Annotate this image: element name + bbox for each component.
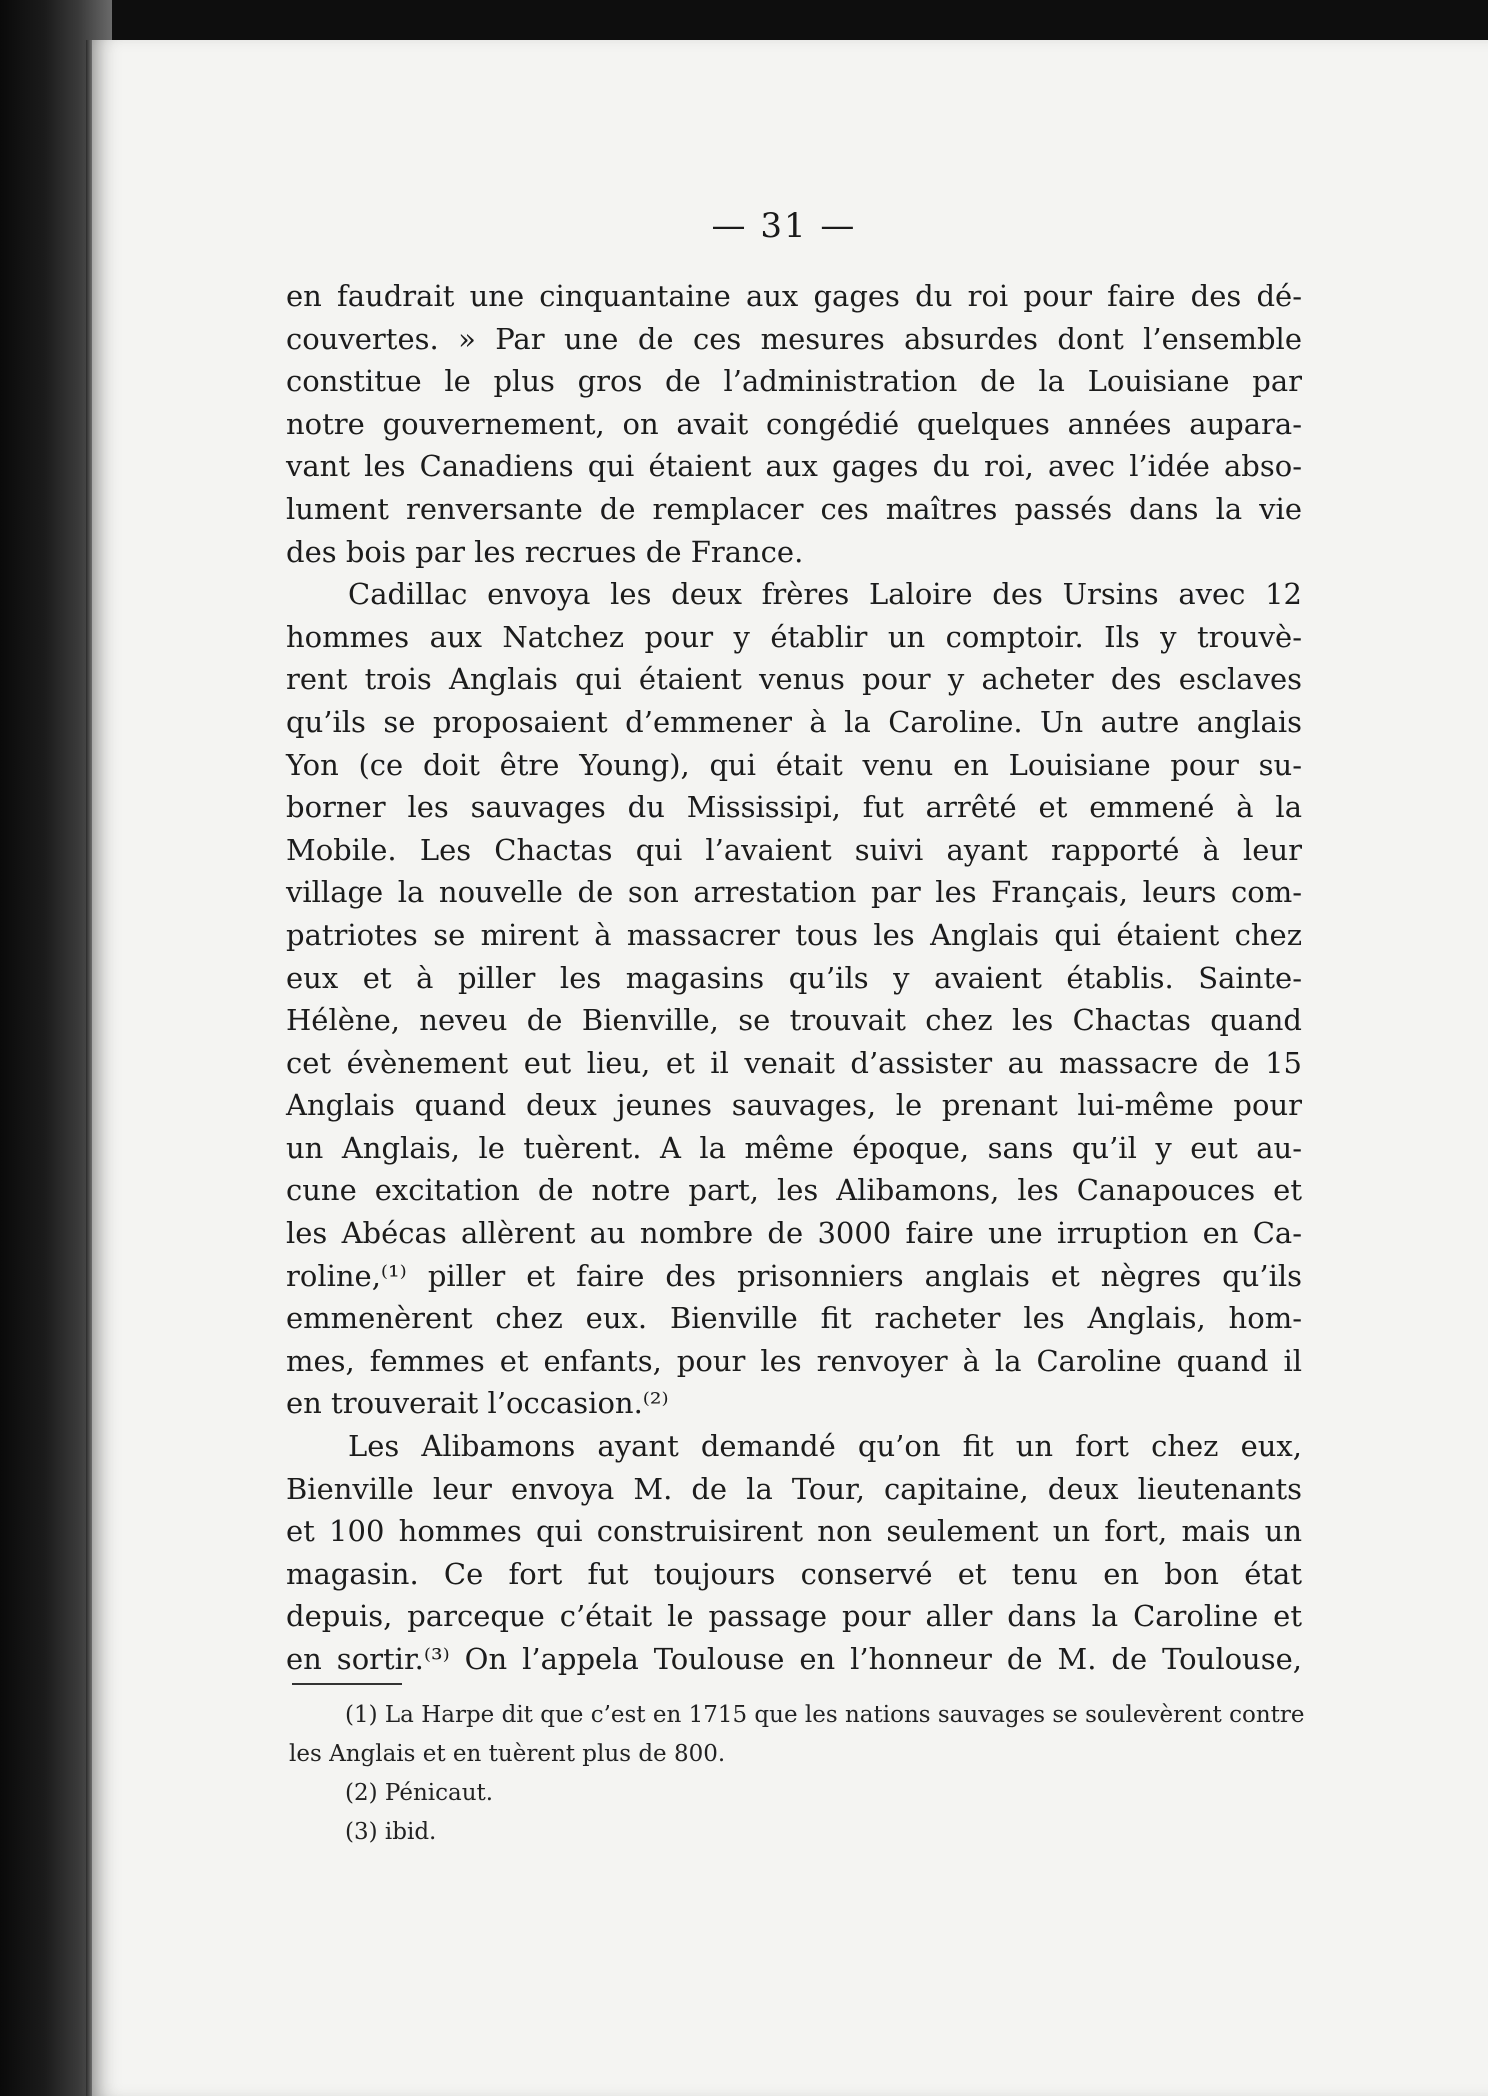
text-line: mes, femmes et enfants, pour les renvoyer à la Caroline quand il (286, 1343, 1302, 1378)
text-line: des bois par les recrues de France. (286, 534, 804, 569)
footnote-line: (1) La Harpe dit que c’est en 1715 que les nations sauvages se soulevèrent contre (345, 1702, 1305, 1728)
text-line: magasin. Ce fort fut toujours conservé et tenu en bon état (286, 1556, 1302, 1591)
text-line: depuis, parceque c’était le passage pour aller dans la Caroline et (286, 1599, 1302, 1634)
text-line: roline,⁽¹⁾ piller et faire des prisonniers anglais et nègres qu’ils (286, 1258, 1302, 1293)
text-line: vant les Canadiens qui étaient aux gages du roi, avec l’idée abso- (286, 449, 1302, 484)
text-line: patriotes se mirent à massacrer tous les Anglais qui étaient chez (286, 917, 1302, 952)
text-line: Bienville leur envoya M. de la Tour, capitaine, deux lieutenants (286, 1471, 1302, 1506)
text-line: Yon (ce doit être Young), qui était venu en Louisiane pour su- (286, 747, 1302, 782)
text-line: hommes aux Natchez pour y établir un comptoir. Ils y trouvè- (286, 619, 1302, 654)
footnote-line: (2) Pénicaut. (345, 1780, 494, 1806)
text-line: emmenèrent chez eux. Bienville fit racheter les Anglais, hom- (286, 1301, 1302, 1336)
footnotes (289, 1696, 1305, 1852)
text-line: cet évènement eut lieu, et il venait d’assister au massacre de 15 (286, 1045, 1302, 1080)
text-line: en faudrait une cinquantaine aux gages du roi pour faire des dé- (286, 279, 1302, 313)
text-line: Hélène, neveu de Bienville, se trouvait chez les Chactas quand (286, 1003, 1302, 1038)
text-line: village la nouvelle de son arrestation par les Français, leurs com- (286, 875, 1302, 910)
text-line: Les Alibamons ayant demandé qu’on fit un fort chez eux, (348, 1429, 1302, 1464)
footnote-divider (292, 1683, 402, 1685)
footnote-line: (3) ibid. (345, 1819, 437, 1845)
text-line: rent trois Anglais qui étaient venus pour y acheter des esclaves (286, 662, 1302, 697)
text-line: notre gouvernement, on avait congédié quelques années aupara- (286, 406, 1302, 441)
text-line: en trouverait l’occasion.⁽²⁾ (286, 1386, 669, 1421)
text-line: Anglais quand deux jeunes sauvages, le prenant lui-même pour (286, 1088, 1302, 1123)
text-line: Mobile. Les Chactas qui l’avaient suivi ayant rapporté à leur (286, 832, 1302, 867)
text-line: borner les sauvages du Mississipi, fut arrêté et emmené à la (286, 790, 1302, 825)
body-text (286, 275, 1302, 1681)
page-number: — 31 — (711, 206, 857, 246)
text-line: les Abécas allèrent au nombre de 3000 faire une irruption en Ca- (286, 1216, 1302, 1251)
text-line: eux et à piller les magasins qu’ils y avaient établis. Sainte- (286, 960, 1302, 995)
text-line: couvertes. » Par une de ces mesures absurdes dont l’ensemble (286, 321, 1302, 356)
text-line: cune excitation de notre part, les Alibamons, les Canapouces et (286, 1173, 1302, 1208)
text-line: et 100 hommes qui construisirent non seulement un fort, mais un (286, 1514, 1302, 1549)
text-line: constitue le plus gros de l’administration de la Louisiane par (286, 364, 1302, 399)
text-line: qu’ils se proposaient d’emmener à la Caroline. Un autre anglais (286, 704, 1302, 739)
text-line: en sortir.⁽³⁾ On l’appela Toulouse en l’honneur de M. de Toulouse, (286, 1642, 1302, 1676)
text-line: un Anglais, le tuèrent. A la même époque, sans qu’il y eut au- (286, 1130, 1302, 1165)
footnote-line: les Anglais et en tuèrent plus de 800. (289, 1741, 726, 1767)
text-line: Cadillac envoya les deux frères Laloire des Ursins avec 12 (348, 577, 1302, 612)
text-line: lument renversante de remplacer ces maîtres passés dans la vie (286, 491, 1302, 526)
